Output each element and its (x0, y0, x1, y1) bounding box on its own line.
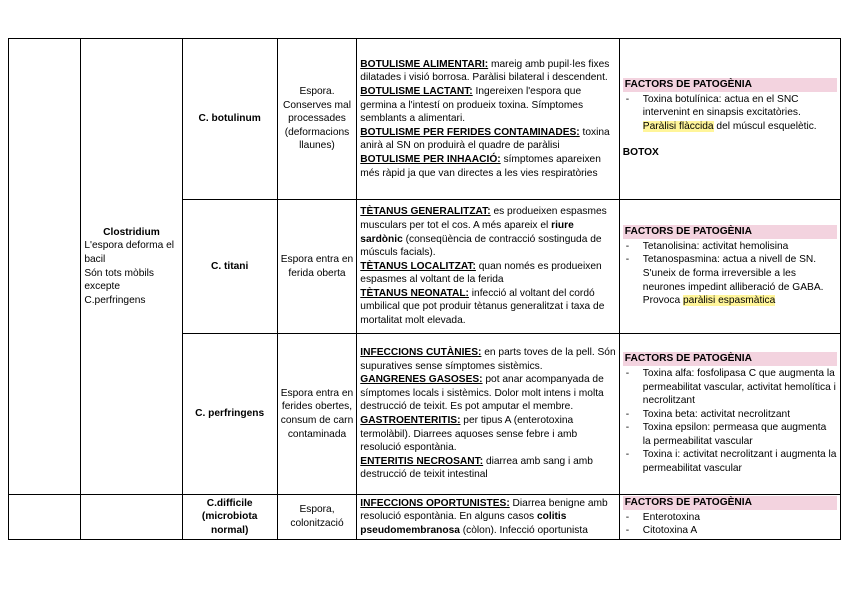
clinical-entry: BOTULISME PER FERIDES CONTAMINADES: toxina anirà al SN on produirà el quadre de paràlisi (360, 126, 610, 152)
transmission-cell: Espora. Conserves mal processades (deformacions llaunes) (277, 39, 357, 200)
factors-title: FACTORS DE PATOGÈNIA (623, 225, 837, 239)
species-cell: C. titani (182, 200, 277, 334)
clinical-entry: TÈTANUS GENERALITZAT: es produeixen espasmes musculars per tot el cos. A més apareix el riure sardònic (conseqüència de contracció sostinguda de músculs facials). (360, 206, 607, 259)
genus-title: Clostridium (103, 226, 160, 238)
factors-title: FACTORS DE PATOGÈNIA (623, 496, 837, 510)
species-cell: C.difficile (microbiota normal) (182, 495, 277, 540)
empty-cell (9, 39, 81, 495)
clinical-cell (357, 334, 620, 495)
genus-cell (81, 39, 182, 495)
clinical-cell (357, 495, 620, 540)
empty-cell (9, 495, 81, 540)
transmission-cell: Espora, colonització (277, 495, 357, 540)
factors-title: FACTORS DE PATOGÈNIA (623, 78, 837, 92)
factors-cell (619, 334, 840, 495)
highlight: paràlisi espasmàtica (683, 295, 776, 307)
genus-line: L'espora deforma el bacil (84, 240, 175, 265)
highlight: Paràlisi flàccida (642, 120, 714, 132)
clinical-entry: TÈTANUS LOCALITZAT: quan només es produeixen espasmes al voltant de la ferida (360, 260, 602, 286)
factors-cell (619, 39, 840, 200)
clinical-entry: GASTROENTERITIS: per tipus A (enterotoxina termolàbil). Diarrees aquoses sense febre i amb resolució espontània. (360, 415, 578, 454)
transmission-cell: Espora entra en ferida oberta (277, 200, 357, 334)
factor-item: - Toxina i: activitat necrolitzant i augmenta la permeabilitat vascular (623, 448, 837, 475)
factor-item: - Tetanospasmina: actua a nivell de SN. S'uneix de forma irreversible a les neurones impedint alliberació de GABA. Provoca paràlisi espasmàtica (623, 253, 837, 307)
clinical-cell (357, 39, 620, 200)
clostridium-table (8, 38, 841, 540)
species-cell: C. botulinum (182, 39, 277, 200)
transmission-cell: Espora entra en ferides obertes, consum de carn contaminada (277, 334, 357, 495)
clinical-cell (357, 200, 620, 334)
factor-item: - Toxina alfa: fosfolipasa C que augmenta la permeabilitat vascular, activitat hemolítica i necrolitzant (623, 367, 837, 408)
factors-cell (619, 200, 840, 334)
factors-cell (619, 495, 840, 540)
factor-item: - Toxina epsilon: permeasa que augmenta la permeabilitat vascular (623, 421, 837, 448)
clinical-entry: BOTULISME PER INHAACIÓ: símptomes apareixen més ràpid ja que van directes a les vies respiratòries (360, 153, 601, 179)
factor-item: - Tetanolisina: activitat hemolisina (623, 240, 837, 254)
table-row (9, 495, 841, 540)
clinical-entry: BOTULISME ALIMENTARI: mareig amb pupil·les fixes dilatades i visió borrosa. Paràlisi bilateral i descendent. (360, 58, 610, 84)
species-cell: C. perfringens (182, 334, 277, 495)
clinical-entry: GANGRENES GASOSES: pot anar acompanyada de símptomes locals i sistèmics. Dolor molt intens i molta destrucció de teixit. Es pot amputar el membre. (360, 374, 604, 413)
genus-line: Són tots mòbils excepte C.perfringens (84, 267, 154, 306)
factor-item: - Toxina beta: activitat necrolitzant (623, 408, 837, 422)
clinical-entry: ENTERITIS NECROSANT: diarrea amb sang i amb destrucció de teixit intestinal (360, 455, 593, 481)
factor-item: - Enterotoxina (623, 511, 837, 525)
factors-title: FACTORS DE PATOGÈNIA (623, 352, 837, 366)
factor-item: - Toxina botulínica: actua en el SNC intervenint en sinapsis excitatòries. Paràlisi flàccida del múscul esquelètic. (623, 93, 837, 134)
clinical-entry: INFECCIONS CUTÀNIES: en parts toves de la pell. Són supuratives sense símptomes sistèmics. (360, 347, 616, 372)
empty-cell (81, 495, 182, 540)
clinical-entry: INFECCIONS OPORTUNISTES: Diarrea benigne amb resolució espontània. En alguns casos colitis pseudomembranosa (còlon). Infecció oportunista (360, 497, 608, 536)
botox-label: BOTOX (622, 147, 659, 159)
table-row (9, 39, 841, 200)
clinical-entry: BOTULISME LACTANT: Ingereixen l'espora que germina a l'intestí on produeix toxina. Símptomes semblants a alimentari. (360, 86, 584, 125)
clinical-entry: TÈTANUS NEONATAL: infecció al voltant del cordó umbilical que pot produir tètanus generalitzat i taxa de mortalitat molt elevada. (360, 287, 605, 327)
factor-item: - Citotoxina A (623, 524, 837, 538)
